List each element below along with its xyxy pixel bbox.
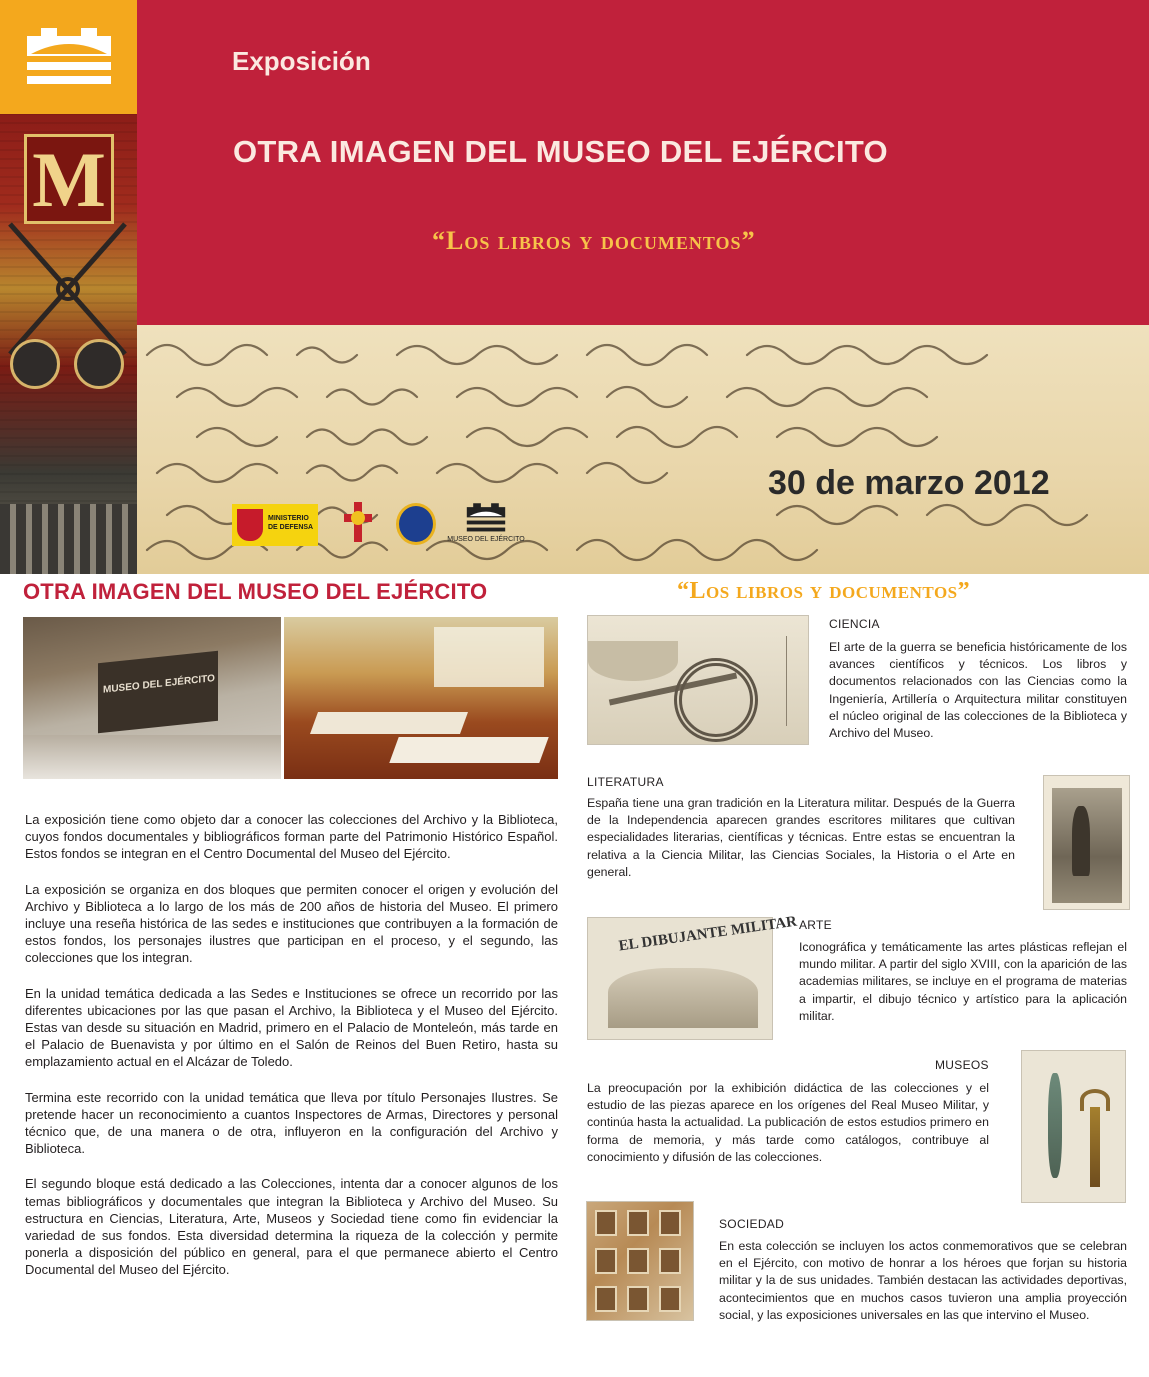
photo-floor	[23, 735, 281, 779]
museos-blade	[1048, 1073, 1062, 1178]
institutional-emblem-icon	[396, 503, 436, 545]
ministerio-logo-text: MINISTERIO DE DEFENSA	[268, 515, 314, 531]
ciencia-text: El arte de la guerra se beneficia históricamente de los avances científicos y técnicos. Los libros y documentos relacionados con las Ciencias como la Ingeniería, Artillería o Arquitectura militar constituyen el núcleo original de las colecciones de la Biblioteca y Archivo del Museo.	[829, 640, 1127, 741]
collage-portrait	[595, 1286, 617, 1312]
museos-grip	[1090, 1107, 1100, 1187]
left-paragraph: El segundo bloque está dedicado a las Colecciones, intenta dar a conocer algunos de los temas bibliográficos y documentales que integran la Biblioteca y Archivo del Museo. Su estructura en Ciencias, Literatura, Arte, Museos y Sociedad tiene como fin evidenciar la variedad de sus fondos. Esta diversidad determina la riqueza de la colección y permite ponerla a disposición del público en general, para el que permanece abierto el Centro Documental del Museo del Ejército.	[25, 1176, 558, 1278]
book-figure	[1072, 806, 1090, 876]
spain-shield-icon	[237, 509, 263, 541]
museo-castle-icon	[446, 502, 526, 534]
exhibition-date: 30 de marzo 2012	[768, 464, 1050, 502]
collage-portrait	[627, 1210, 649, 1236]
reading-room-photo	[284, 617, 558, 779]
medallion-left	[10, 339, 60, 389]
collage-portrait	[627, 1248, 649, 1274]
left-paragraph: Termina este recorrido con la unidad temática que lleva por título Personajes Ilustres. Se pretende hacer un reconocimiento a cuantos Inspectores de Armas, Directores y personal técnico que, de una manera o de otra, influyeron en la configuración del Archivo y Biblioteca.	[25, 1089, 558, 1157]
engraving-margin	[786, 636, 800, 726]
sociedad-collage-image	[586, 1201, 694, 1321]
left-paragraph: La exposición tiene como objeto dar a conocer las colecciones del Archivo y la Biblioteca, cuyos fondos documentales y bibliográficos forman parte del Patrimonio Histórico Español. Estos fondos se integran en el Centro Documental del Museo del Ejército.	[25, 812, 558, 862]
arte-cover-scene	[608, 968, 758, 1028]
collage-portrait	[595, 1210, 617, 1236]
museum-facade-photo	[23, 617, 281, 779]
medallion-right	[74, 339, 124, 389]
right-section-title: “Los libros y documentos”	[677, 578, 971, 604]
collage-portrait	[595, 1248, 617, 1274]
reading-room-window	[434, 627, 544, 687]
museos-text: La preocupación por la exhibición didáctica de las colecciones y el estudio de las piezas aparece en los orígenes del Real Museo Militar, y continúa hasta la actualidad. La publicación de estos estudios primero en forma de memoria, y más tarde como catálogos, contribuye al conocimiento y difusión de las colecciones.	[587, 1081, 989, 1164]
collage-portrait	[627, 1286, 649, 1312]
arte-text: Iconográfica y temáticamente las artes plásticas reflejan el mundo militar. A partir del siglo XVIII, con la aparición de las academias militares, se incluye en el programa de materias a impartir, el dibujo técnico y artístico para la aplicación militar.	[799, 940, 1127, 1023]
sociedad-text: En esta colección se incluyen los actos conmemorativos que se celebran en el Ejército, con motivo de honrar a los héroes que forjan su historia militar y la de sus unidades. También destacan las actividades deportivas, acontecimientos que en muchos casos tuvieron una amplia proyección social, y las exposiciones universales en las que intervino el Museo.	[719, 1239, 1127, 1322]
frieze-band	[0, 504, 137, 574]
arte-heading: ARTE	[799, 918, 832, 932]
collage-portrait	[659, 1286, 681, 1312]
reading-table-1	[310, 712, 468, 734]
left-paragraph: La exposición se organiza en dos bloques que permiten conocer el origen y evolución del Archivo y Biblioteca a lo largo de los más de 200 años de historia del Museo. El primero incluye una reseña histórica de las sedes e instituciones que contribuyen a la formación de estos fondos, los personajes ilustres que participan en el proceso, y el segundo, las colecciones que los integran.	[25, 881, 558, 966]
collage-portrait	[659, 1210, 681, 1236]
literatura-heading: LITERATURA	[587, 775, 664, 789]
exhibition-subtitle: “Los libros y documentos”	[432, 226, 756, 255]
ciencia-heading: CIENCIA	[829, 617, 880, 631]
arte-book-cover-image	[587, 913, 798, 1040]
literatura-text: España tiene una gran tradición en la Literatura militar. Después de la Guerra de la Independencia aparecen grandes escritores militares que cultivan especialidades literarias, científicas y técnicas. Entre estas se encuentran la relativa a la Ciencia Militar, las Ciencias Sociales, la Historia o el Arte en general.	[587, 796, 1015, 879]
museo-logo-text: MUSEO DEL EJÉRCITO	[447, 536, 525, 543]
museum-sign-text: MUSEO DEL EJÉRCITO	[103, 673, 215, 696]
left-body-text	[25, 811, 558, 1297]
museum-castle-icon	[25, 26, 113, 90]
reading-table-2	[389, 737, 548, 763]
left-section-title: OTRA IMAGEN DEL MUSEO DEL EJÉRCITO	[23, 579, 488, 604]
army-cross-emblem-icon	[340, 500, 376, 544]
ciencia-engraving-image	[587, 615, 809, 745]
illuminated-letter-m: M	[24, 134, 114, 224]
crossed-keys-icon	[0, 214, 137, 364]
left-paragraph: En la unidad temática dedicada a las Sedes e Instituciones se ofrece un recorrido por las diferentes ubicaciones por las que pasan el Archivo, la Biblioteca y el Museo del Ejército. Estas van desde su situación en Madrid, primero en el Palacio de Monteleón, más tarde en el Palacio de Buenavista y por último en el Salón de Reinos del Buen Retiro, hasta su emplazamiento actual en el Alcázar de Toledo.	[25, 985, 558, 1070]
museos-heading: MUSEOS	[935, 1058, 989, 1072]
ministerio-defensa-logo	[232, 504, 318, 546]
exhibition-label: Exposición	[232, 46, 371, 76]
decorative-book-strip	[0, 114, 137, 574]
collage-portrait	[659, 1248, 681, 1274]
sociedad-heading: SOCIEDAD	[719, 1217, 785, 1231]
engraving-hill	[588, 641, 678, 681]
museum-logo-box	[0, 0, 137, 114]
literatura-book-image	[1043, 775, 1130, 910]
exhibition-title: OTRA IMAGEN DEL MUSEO DEL EJÉRCITO	[233, 134, 888, 169]
museos-weapons-image	[1021, 1050, 1126, 1203]
arte-cover-title: EL DIBUJANTE MILITAR	[617, 913, 798, 955]
museo-ejercito-logo	[446, 502, 526, 548]
engraving-wheel	[674, 658, 758, 742]
